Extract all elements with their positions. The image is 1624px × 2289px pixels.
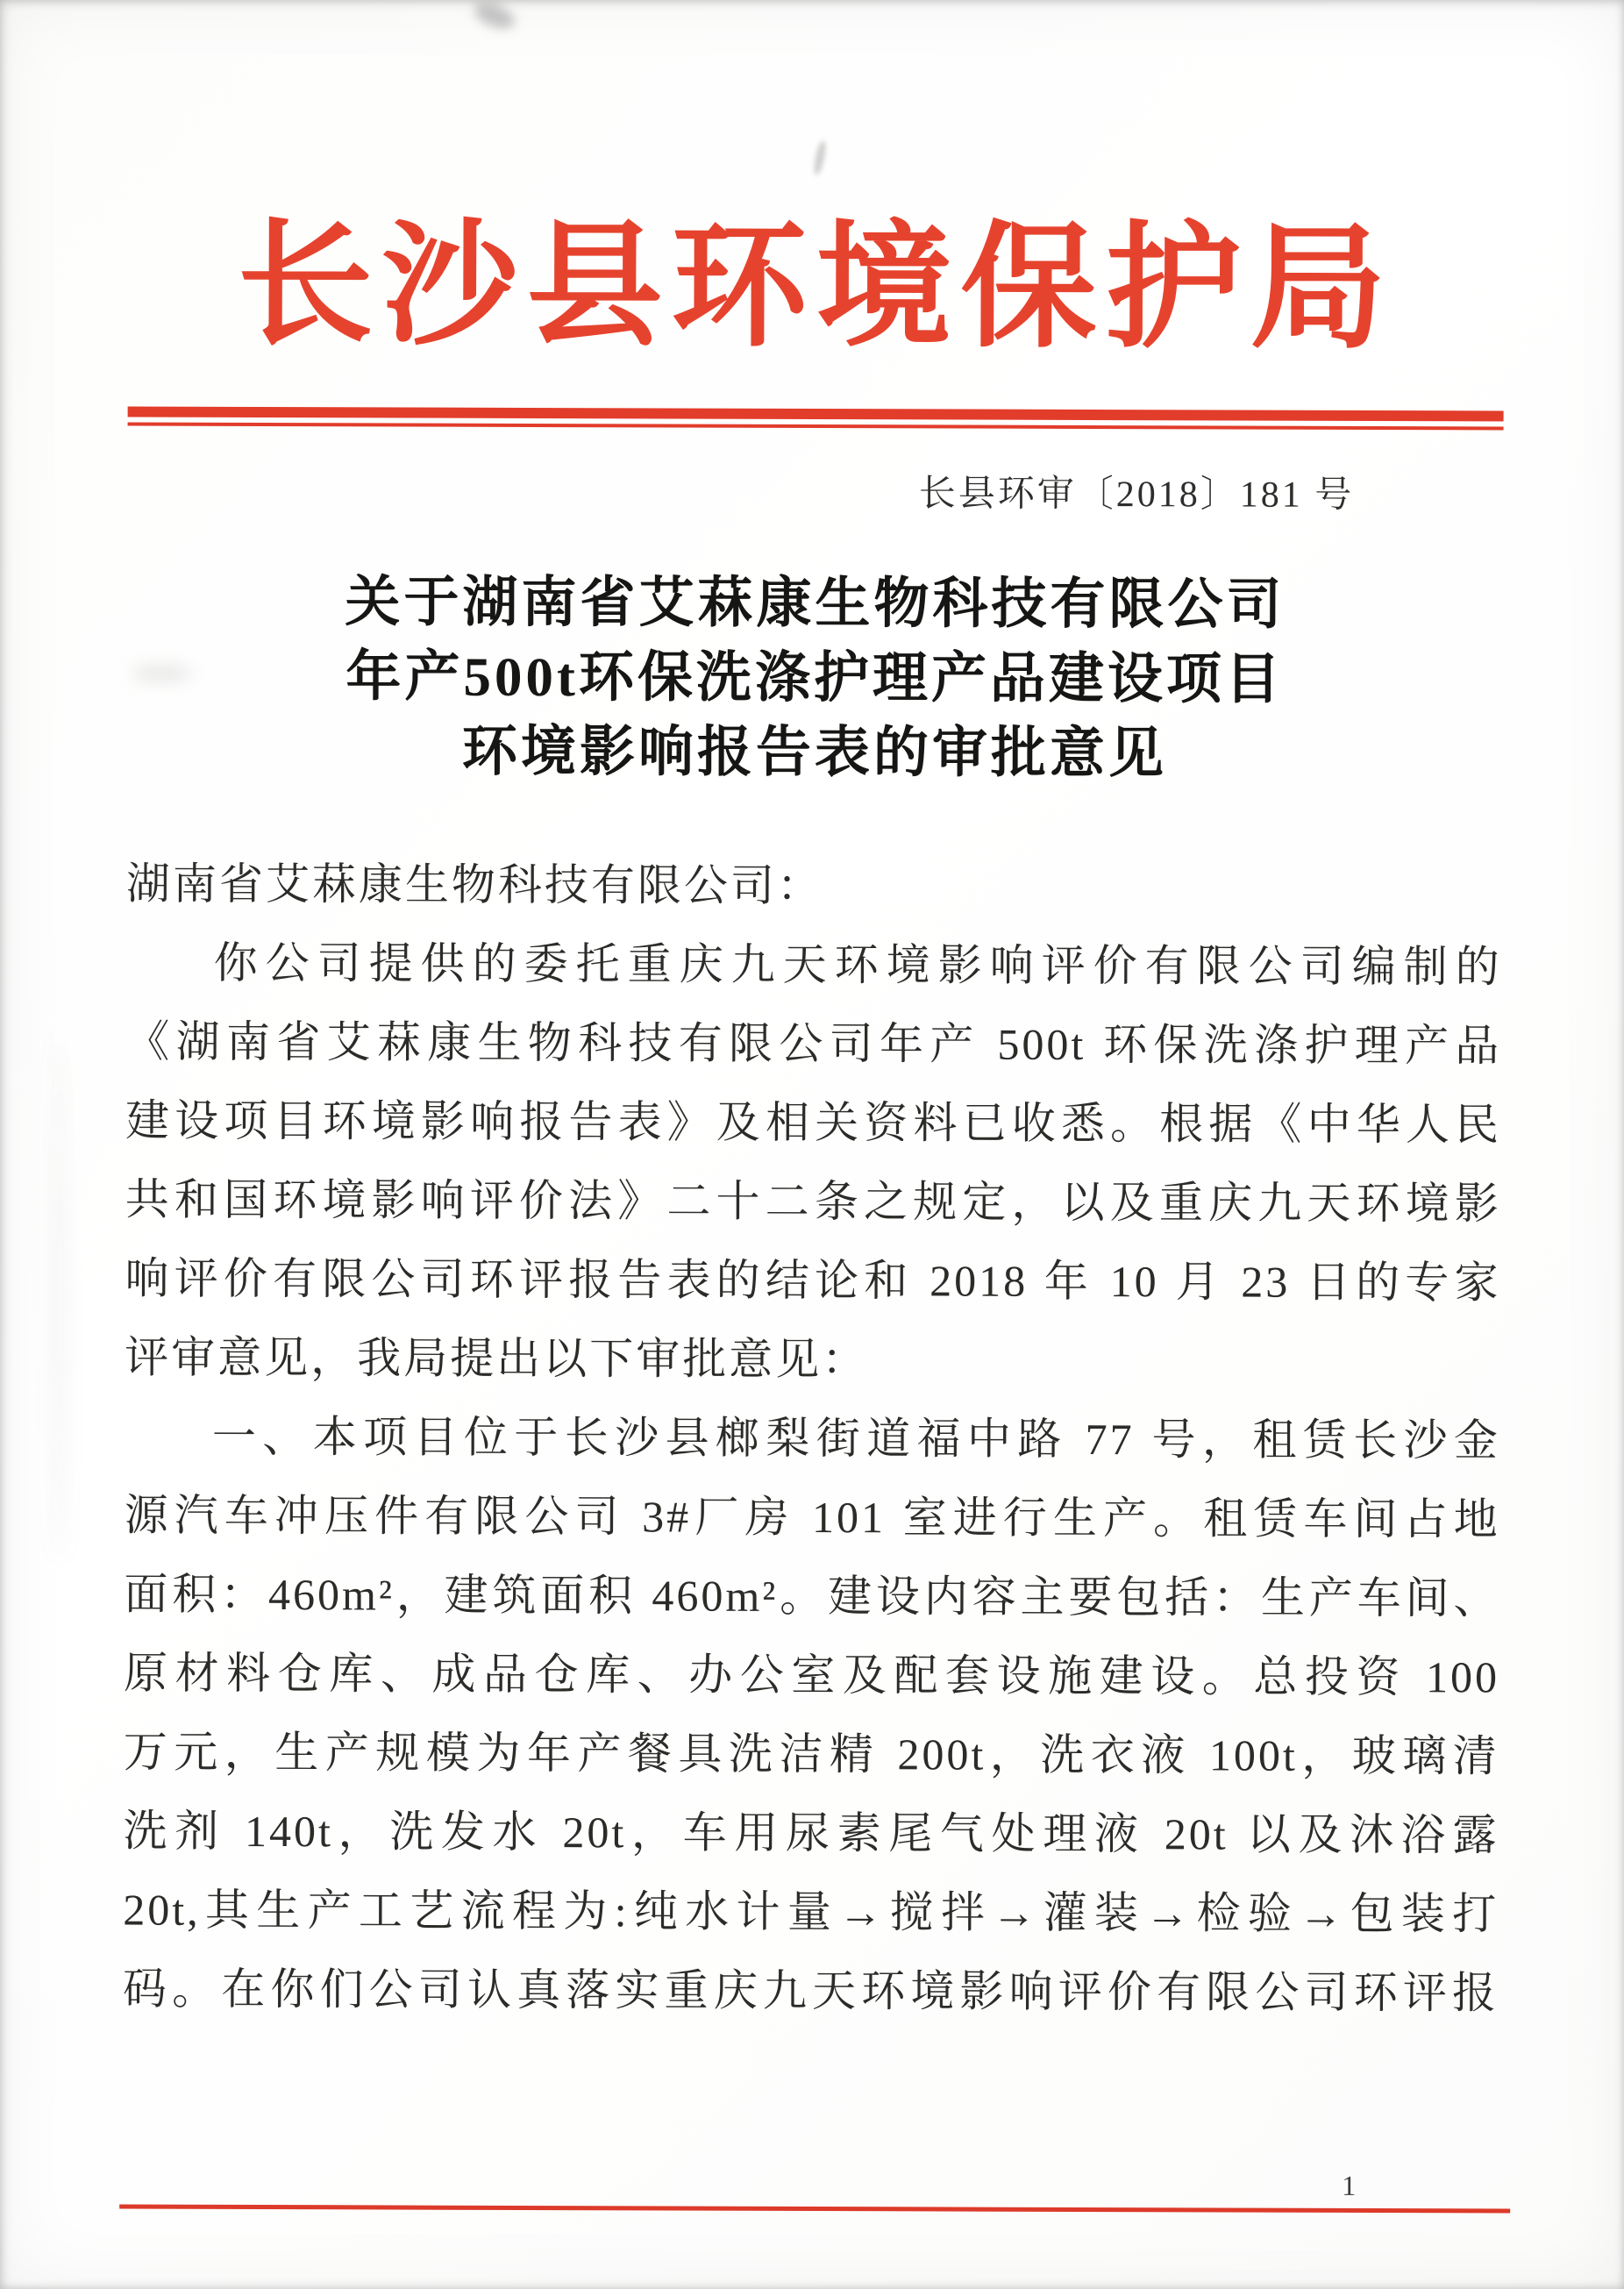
document-title-line-1: 关于湖南省艾菻康生物科技有限公司 [345, 570, 1286, 636]
letterhead-rule-thin [128, 422, 1504, 430]
document-reference-number: 长县环审〔2018〕181 号 [918, 473, 1355, 516]
body-paragraph-lines [123, 923, 1502, 2032]
body-text-line: 20t,其生产工艺流程为:纯水计量→搅拌→灌装→检验→包装打 [123, 1885, 1499, 1939]
body-text-line: 评审意见，我局提出以下审批意见： [125, 1332, 869, 1384]
body-text-line: 码。在你们公司认真落实重庆九天环境影响评价有限公司环评报 [122, 1964, 1499, 2018]
document-title-line-2: 年产500t环保洗涤护理产品建设项目 [345, 645, 1285, 710]
body-text-line: 共和国环境影响评价法》二十二条之规定，以及重庆九天环境影 [125, 1174, 1501, 1229]
body-text-line: 洗剂 140t，洗发水 20t，车用尿素尾气处理液 20t 以及沐浴露 [123, 1806, 1499, 1860]
letterhead-rule-thick [128, 406, 1504, 421]
recipient-salutation: 湖南省艾菻康生物科技有限公司： [125, 859, 824, 910]
document-title [126, 564, 1503, 792]
body-text-line: 响评价有限公司环评报告表的结论和 2018 年 10 月 23 日的专家 [125, 1253, 1501, 1308]
body-text-line: 万元，生产规模为年产餐具洗洁精 200t，洗衣液 100t，玻璃清 [123, 1727, 1499, 1781]
body-text-line: 建设项目环境影响报告表》及相关资料已收悉。根据《中华人民 [125, 1095, 1502, 1150]
body-text-line: 你公司提供的委托重庆九天环境影响评价有限公司编制的 [213, 938, 1502, 992]
body-text-line: 《湖南省艾菻康生物科技有限公司年产 500t 环保洗涤护理产品 [125, 1016, 1502, 1071]
body-text-line: 原材料仓库、成品仓库、办公室及配套设施建设。总投资 100 [124, 1648, 1500, 1702]
body-text-line: 源汽车冲压件有限公司 3#厂房 101 室进行生产。租赁车间占地 [124, 1490, 1500, 1544]
document-title-line-3: 环境影响报告表的审批意见 [461, 720, 1168, 784]
agency-letterhead-title: 长沙县环境保护局 [237, 210, 1395, 366]
body-text-line: 一、本项目位于长沙县榔梨街道福中路 77 号，租赁长沙金 [211, 1411, 1501, 1465]
page-number: 1 [1342, 2169, 1357, 2201]
body-text-line: 面积：460m²，建筑面积 460m²。建设内容主要包括：生产车间、 [124, 1569, 1500, 1623]
footer-rule [119, 2205, 1510, 2214]
